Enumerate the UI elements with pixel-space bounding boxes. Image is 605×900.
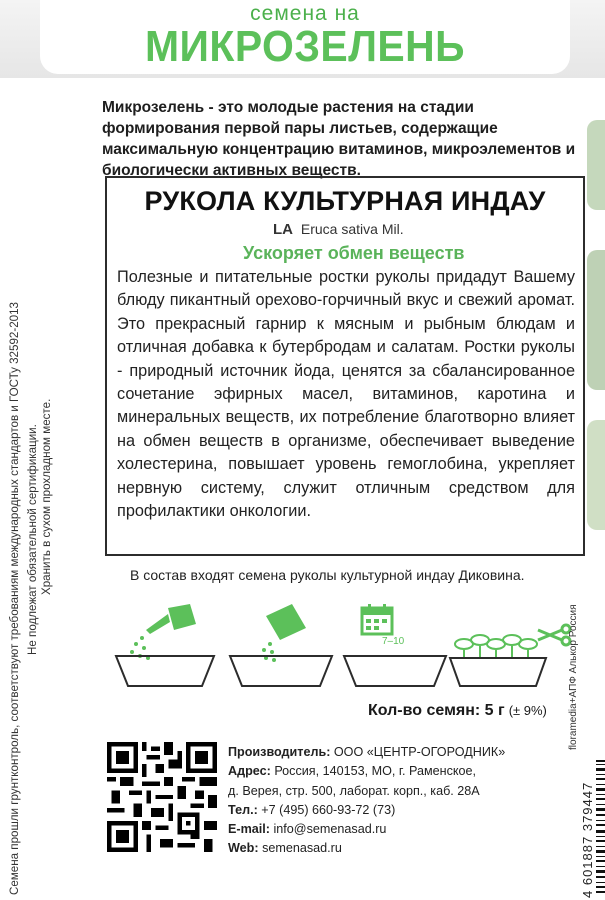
side-notice-line-3: Хранить в сухом прохладном месте. — [40, 398, 53, 595]
side-notice — [0, 0, 100, 900]
seed-quantity — [368, 702, 547, 720]
latin-name: Eruca sativa Mil. — [300, 221, 404, 237]
address-line-1: Россия, 140153, МО, г. Раменское, — [274, 764, 477, 779]
seed-packet-icon — [226, 600, 336, 692]
address-label: Адрес: — [228, 764, 271, 779]
qr-code — [107, 742, 217, 852]
producer-label: Производитель: — [228, 745, 331, 759]
seed-quantity-tolerance: (± 9%) — [508, 703, 547, 718]
address-line-2: д. Верея, стр. 500, лаборат. корп., каб. 28А — [228, 783, 480, 798]
leaf-decoration — [587, 250, 605, 390]
step-germination — [340, 600, 450, 692]
product-info-box — [105, 176, 585, 556]
product-code: LA — [273, 221, 293, 238]
barcode-number: 4 601887 379447 — [580, 781, 595, 898]
web-label: Web: — [228, 841, 259, 856]
step-watering — [110, 600, 220, 692]
benefit-heading: Ускоряет обмен веществ — [243, 243, 465, 263]
latin-name-row — [273, 221, 404, 238]
side-notice-line-2: Не подлежат обязательной сертификации. — [26, 424, 39, 655]
intro-text: Микрозелень - это молодые растения на стадии формирования первой пары листьев, содержащие максимальную концентрацию витаминов, микроэлементов и биологически активных веществ. — [102, 99, 576, 179]
composition-text: В состав входят семена руколы культурной индау Диковина. — [130, 567, 525, 583]
side-notice-line-1: Семена прошли грунтконтроль, соответствуют требованиям международных стандартов и ГОСТу 32592-2013 — [8, 302, 21, 895]
brand-logo-text: МИКРОЗЕЛЕНЬ — [144, 22, 466, 71]
watering-can-icon — [110, 600, 220, 692]
phone-label: Тел.: — [228, 802, 258, 817]
web-link[interactable]: semenasad.ru — [262, 841, 342, 856]
manufacturer-info — [228, 743, 505, 859]
product-description: Полезные и питательные ростки руколы придадут Вашему блюду пикантный орехово-горчичный вкус и свежий аромат. Это прекрасный гарнир к мясным и рыбным блюдам и отличная добавка к бутербродам и салатам. Ростки руколы - природный источник йода, ценятся за сбалансированное сочетание эфирных масел, витаминов, каротина и минеральных веществ, их потребление благотворно влияет на обмен веществ в организме, обеспечивает выведение холестерина, повышает уровень гемоглобина, укрепляет нервную систему, служит отличным средством для профилактики онкологии. — [117, 268, 575, 521]
leaf-decoration — [587, 420, 605, 530]
product-title: РУКОЛА КУЛЬТУРНАЯ ИНДАУ — [144, 186, 546, 216]
calendar-days-label: 7–10 — [382, 636, 405, 647]
email-label: E-mail: — [228, 822, 270, 837]
seed-quantity-label: Кол-во семян: 5 г — [368, 702, 505, 719]
barcode — [560, 600, 605, 900]
step-sowing — [226, 600, 336, 692]
brand-subtitle: семена на — [250, 2, 360, 25]
email-link[interactable]: info@semenasad.ru — [273, 822, 387, 837]
barcode-bars — [596, 760, 605, 895]
microgreens-icon — [446, 600, 576, 692]
step-harvest — [446, 600, 576, 692]
phone-number: +7 (495) 660-93-72 (73) — [261, 802, 396, 817]
print-credit: floramedia+АПФ Алькор Россия — [568, 604, 579, 750]
producer-name: ООО «ЦЕНТР-ОГОРОДНИК» — [333, 745, 506, 759]
brand-header — [40, 0, 570, 74]
calendar-icon — [340, 600, 450, 692]
